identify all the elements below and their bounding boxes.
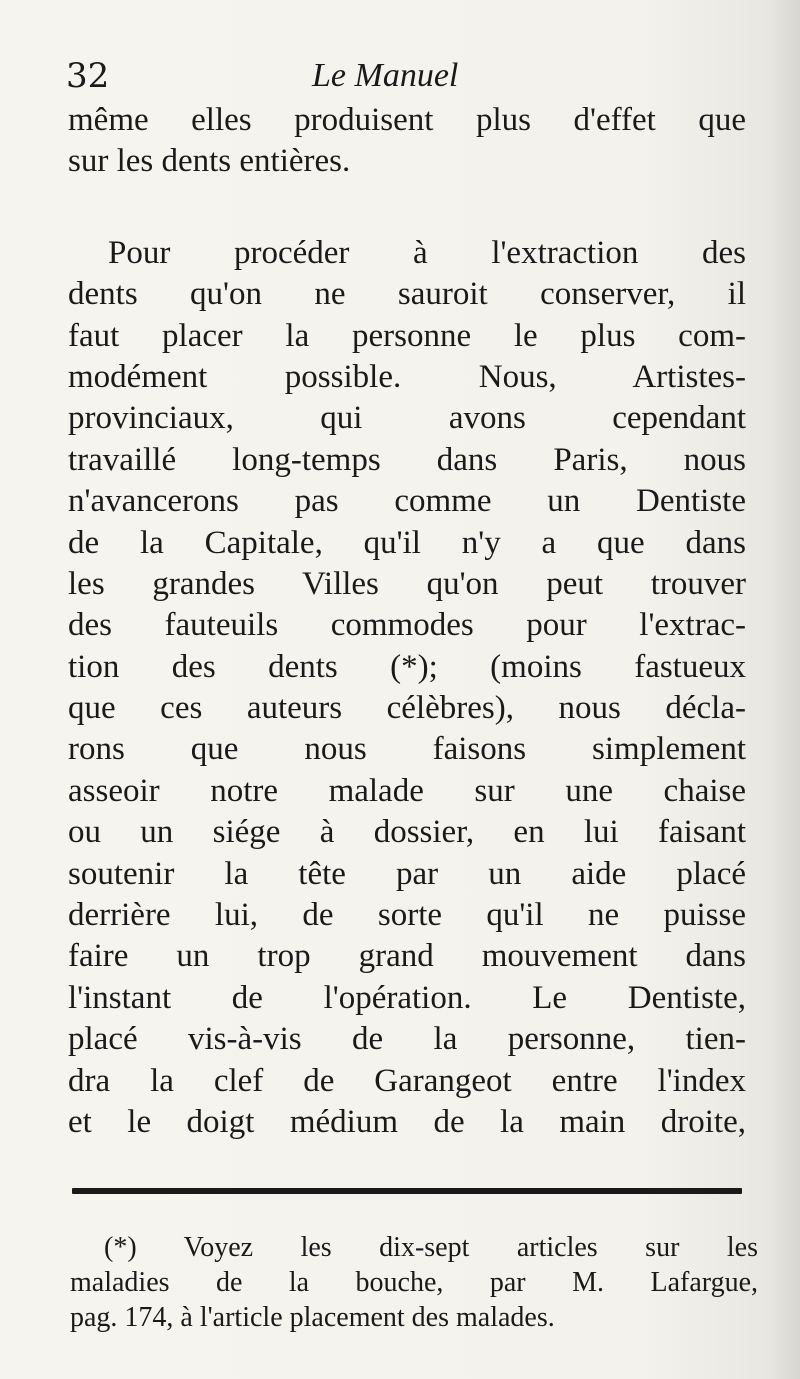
footnote-line: maladies de la bouche, par M. Lafargue, [70, 1267, 758, 1298]
text-line: les grandes Villes qu'on peut trouver [68, 565, 746, 602]
text-line: et le doigt médium de la main droite, [68, 1103, 746, 1140]
text-line: placé vis-à-vis de la personne, tien- [68, 1021, 746, 1058]
text-line: des fauteuils commodes pour l'extrac- [68, 607, 746, 644]
body-text [68, 100, 746, 1143]
text-line: même elles produisent plus d'effet que [68, 102, 746, 138]
text-line: n'avancerons pas comme un Dentiste [68, 483, 746, 520]
text-line: modément possible. Nous, Artistes- [68, 358, 746, 395]
text-line: travaillé long-temps dans Paris, nous [68, 441, 746, 478]
footnote-line: pag. 174, à l'article placement des malades. [70, 1302, 555, 1333]
text-line: sur les dents entières. [68, 143, 351, 180]
text-line: de la Capitale, qu'il n'y a que dans [68, 524, 746, 561]
text-line: ou un siége à dossier, en lui faisant [68, 814, 746, 851]
text-line: faut placer la personne le plus com- [68, 317, 746, 354]
text-line: rons que nous faisons simplement [68, 731, 746, 768]
text-line: l'instant de l'opération. Le Dentiste, [68, 979, 746, 1016]
text-line: faire un trop grand mouvement dans [68, 938, 746, 975]
text-line: dra la clef de Garangeot entre l'index [68, 1062, 746, 1099]
text-line: derrière lui, de sorte qu'il ne puisse [68, 897, 746, 934]
text-line: asseoir notre malade sur une chaise [68, 772, 746, 809]
footnote-line: (*) Voyez les dix-sept articles sur les [104, 1232, 758, 1263]
text-line: que ces auteurs célèbres), nous décla- [68, 690, 746, 727]
text-line: Pour procéder à l'extraction des [108, 234, 746, 271]
text-line: dents qu'on ne sauroit conserver, il [68, 276, 746, 313]
paragraph-gap [68, 183, 746, 233]
text-line: provinciaux, qui avons cependant [68, 400, 746, 437]
page-header [66, 52, 746, 100]
page-number: 32 [66, 56, 110, 96]
text-line: tion des dents (*); (moins fastueux [68, 648, 746, 685]
footnote-rule [72, 1188, 742, 1194]
footnote [70, 1230, 758, 1335]
running-title: Le Manuel [312, 57, 459, 94]
text-line: soutenir la tête par un aide placé [68, 855, 746, 892]
